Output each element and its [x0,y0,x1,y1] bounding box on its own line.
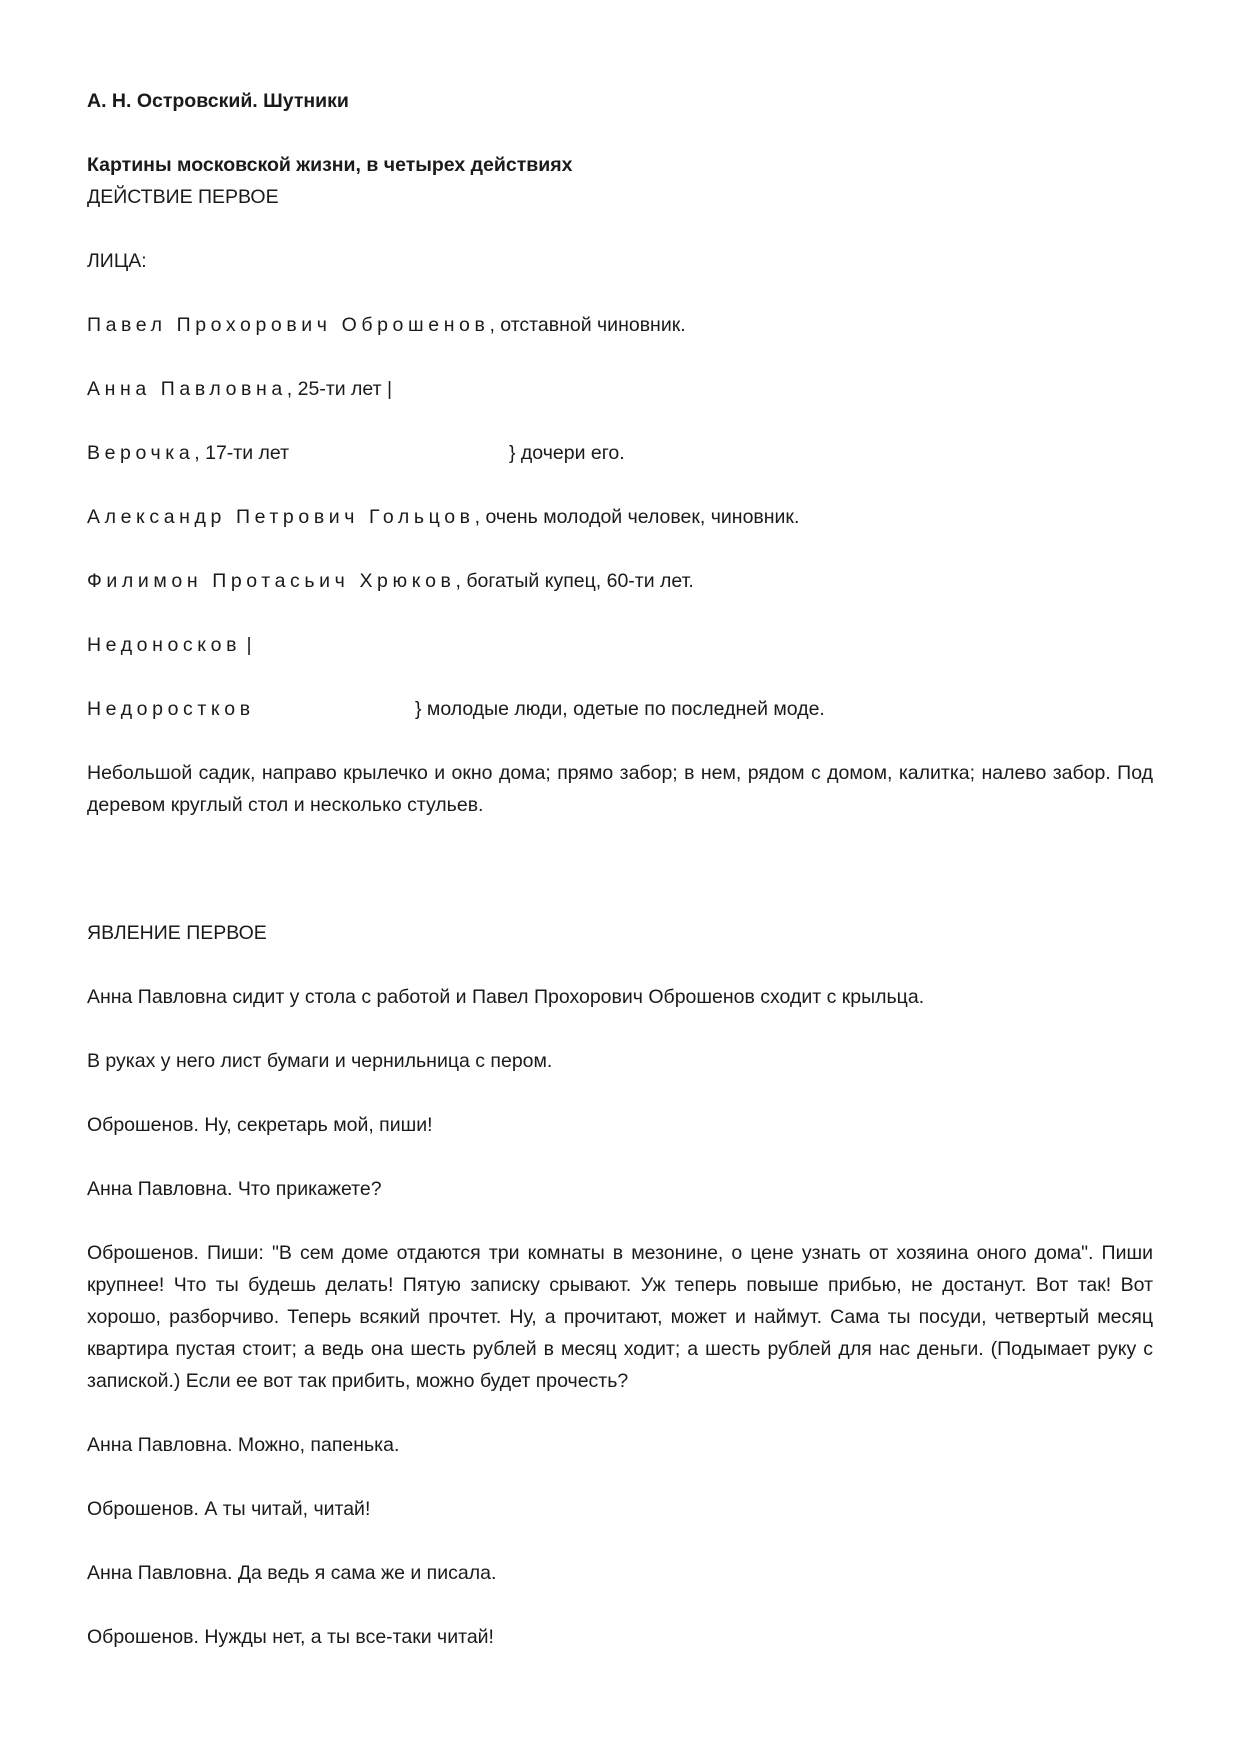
cast-group-bracket-daughters: } дочери его. [509,442,625,464]
cast-description: , 17-ти лет [194,442,290,464]
cast-entry-nedorostkov [87,693,255,725]
cast-entry-obroshenov [87,309,686,341]
cast-entry-goltsov [87,501,799,533]
cast-entry-khryukov [87,565,694,597]
cast-entry-verochka [87,437,289,469]
cast-name: Верочка [87,442,195,464]
stage-direction: В руках у него лист бумаги и чернильница с пером. [87,1050,553,1072]
document-subtitle: Картины московской жизни, в четырех действиях [87,154,573,176]
cast-name: Анна Павловна [87,378,287,400]
scene-heading: ЯВЛЕНИЕ ПЕРВОЕ [87,922,267,944]
cast-description: , очень молодой человек, чиновник. [474,506,800,528]
cast-name: Филимон Протасьич Хрюков [87,570,456,592]
dialogue-line: Анна Павловна. Что прикажете? [87,1178,382,1200]
cast-name: Александр Петрович Гольцов [87,506,475,528]
dialogue-paragraph: Оброшенов. Пиши: "В сем доме отдаются три комнаты в мезонине, о цене узнать от хозяина оного дома". Пиши крупнее! Что ты будешь делать! Пятую записку срывают. Уж теперь повыше прибью, не достанут. Вот так! Вот хорошо, разборчиво. Теперь всякий прочтет. Ну, а прочитают, может и наймут. Сама ты посуди, четвертый месяц квартира пустая стоит; а ведь она шесть рублей в месяц ходит; а шесть рублей для нас деньги. (Подымает руку с запиской.) Если ее вот так прибить, можно будет прочесть? [87,1242,1153,1392]
dialogue-line: Анна Павловна. Да ведь я сама же и писала. [87,1562,497,1584]
cast-heading: ЛИЦА: [87,250,147,272]
cast-group-bracket-young-men: } молодые люди, одетые по последней моде. [415,698,825,720]
cast-name: Недоносков [87,634,242,656]
cast-entry-anna [87,373,392,405]
cast-description: , богатый купец, 60-ти лет. [455,570,694,592]
dialogue-line: Анна Павловна. Можно, папенька. [87,1434,400,1456]
stage-direction: Анна Павловна сидит у стола с работой и Павел Прохорович Оброшенов сходит с крыльца. [87,986,925,1008]
dialogue-line: Оброшенов. Ну, секретарь мой, пиши! [87,1114,433,1136]
cast-description: | [241,634,252,656]
dialogue-line: Оброшенов. А ты читай, читай! [87,1498,371,1520]
cast-name: Павел Прохорович Оброшенов [87,314,490,336]
document-title: А. Н. Островский. Шутники [87,90,349,112]
setting-description: Небольшой садик, направо крылечко и окно дома; прямо забор; в нем, рядом с домом, калитка; налево забор. Под деревом круглый стол и несколько стульев. [87,762,1153,816]
cast-entry-nedonoskov [87,629,252,661]
cast-name: Недоростков [87,698,255,720]
cast-description: , 25-ти лет | [286,378,393,400]
dialogue-line: Оброшенов. Нужды нет, а ты все-таки читай! [87,1626,494,1648]
act-heading: ДЕЙСТВИЕ ПЕРВОЕ [87,186,279,208]
cast-description: , отставной чиновник. [489,314,686,336]
